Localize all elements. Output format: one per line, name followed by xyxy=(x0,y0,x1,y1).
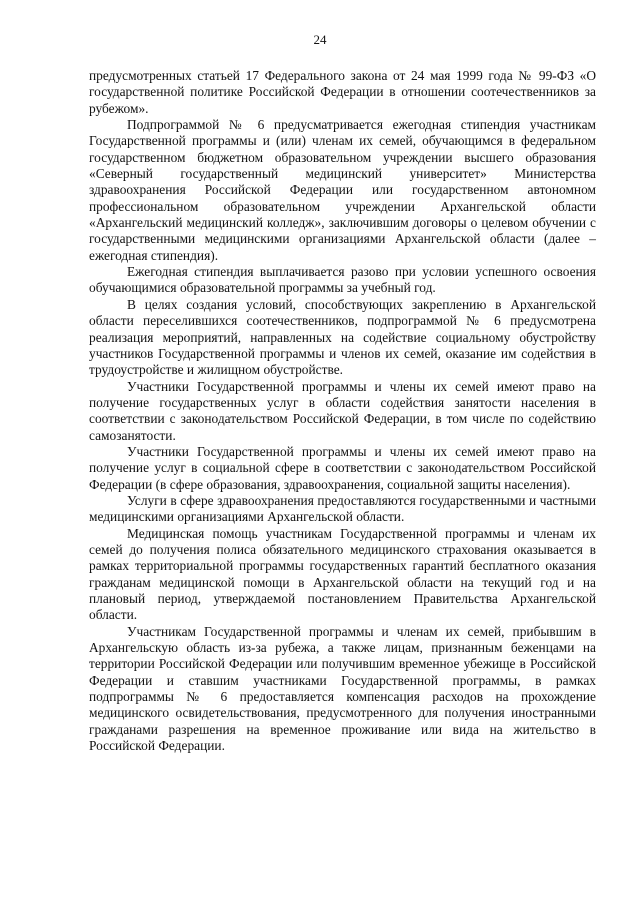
paragraph-employment-services: Участники Государственной программы и члены их семей имеют право на получение государственных услуг в области содействия занятости населения в соответствии с законодательством Российской Федерации, в том числе по содействию самозанятости. xyxy=(89,378,596,443)
paragraph-scholarship: Подпрограммой № 6 предусматривается ежегодная стипендия участникам Государственной программы и (или) членам их семей, обучающимся в федеральном государственном бюджетном образовательном учреждении высшего образования «Северный государственный медицинский университет» Министерства здравоохранения Российской Федерации или государственном автономном профессиональном образовательном учреждении Архангельской области «Архангельский медицинский колледж», заключившим договоры о целевом обучении с государственными медицинскими организациями Архангельской области (далее – ежегодная стипендия). xyxy=(89,117,596,263)
paragraph-scholarship-payment: Ежегодная стипендия выплачивается разово при условии успешного освоения обучающимися образовательной программы за учебный год. xyxy=(89,264,596,296)
document-body xyxy=(89,68,596,754)
page-number: 24 xyxy=(313,32,327,47)
paragraph-social-services: Участники Государственной программы и члены их семей имеют право на получение услуг в социальной сфере в соответствии с законодательством Российской Федерации (в сфере образования, здравоохранения, социальной защиты населения). xyxy=(89,443,596,492)
paragraph-medical-compensation: Участникам Государственной программы и членам их семей, прибывшим в Архангельскую область из-за рубежа, а также лицам, признанным беженцами на территории Российской Федерации или получившим временное убежище в Российской Федерации и ставшим участниками Государственной программы, в рамках подпрограммы № 6 предоставляется компенсация расходов на прохождение медицинского освидетельствования, предусмотренного для получения иностранными гражданами разрешения на временное проживание или вида на жительство в Российской Федерации. xyxy=(89,623,596,754)
paragraph-social-arrangement: В целях создания условий, способствующих закреплению в Архангельской области переселившихся соотечественников, подпрограммой № 6 предусмотрена реализация мероприятий, направленных на содействие социальному обустройству участников Государственной программы и членов их семей, оказание им содействия в трудоустройстве и жилищном обустройстве. xyxy=(89,296,596,378)
paragraph-medical-assistance: Медицинская помощь участникам Государственной программы и членам их семей до получения полиса обязательного медицинского страхования оказывается в рамках территориальной программы государственных гарантий бесплатного оказания гражданам медицинской помощи в Архангельской области на текущий год и на плановый период, утверждаемой постановлением Правительства Архангельской области. xyxy=(89,525,596,623)
paragraph-healthcare-services: Услуги в сфере здравоохранения предоставляются государственными и частными медицинскими организациями Архангельской области. xyxy=(89,492,596,525)
paragraph-continuation: предусмотренных статьей 17 Федерального закона от 24 мая 1999 года № 99-ФЗ «О государственной политике Российской Федерации в отношении соотечественников за рубежом». xyxy=(89,68,596,116)
